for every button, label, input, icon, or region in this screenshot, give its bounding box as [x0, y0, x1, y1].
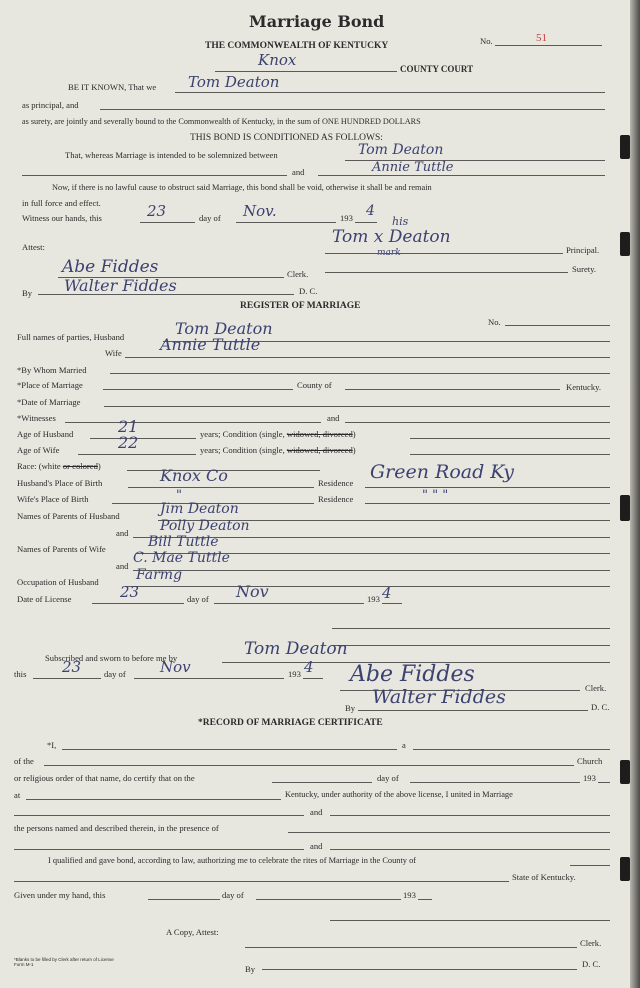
sub-month: Nov	[160, 658, 191, 676]
subscribed-label: Subscribed and sworn to before me by	[45, 653, 178, 663]
cert-and-label-2: and	[310, 841, 323, 851]
subscribed-name: Tom Deaton	[244, 639, 348, 659]
wife-residence: " " "	[422, 488, 449, 503]
race-label: Race: (white or colored)	[17, 461, 101, 471]
binder-clip	[620, 232, 630, 256]
conditioned-heading: THIS BOND IS CONDITIONED AS FOLLOWS:	[190, 133, 383, 143]
dc-signature-2: Walter Fiddes	[372, 686, 506, 708]
whereas-text: That, whereas Marriage is intended to be solemnized between	[65, 150, 278, 160]
age-husband-condition: years; Condition (single, widowed, divorced)	[200, 429, 356, 439]
witness-day: 23	[147, 202, 167, 220]
register-no-label: No.	[488, 317, 501, 327]
binder-clip	[620, 495, 630, 521]
county-of-label: County of	[297, 380, 332, 390]
parents-wife-label: Names of Parents of Wife	[17, 544, 106, 554]
occupation-label: Occupation of Husband	[17, 577, 99, 587]
cert-state-text: State of Kentucky.	[512, 872, 576, 882]
wife-birth: "	[176, 488, 182, 503]
bond-number: 51	[536, 32, 547, 44]
binder-clip	[620, 857, 630, 881]
date-of-marriage-label: *Date of Marriage	[17, 397, 81, 407]
document-title: Marriage Bond	[249, 12, 385, 31]
principal-signature: Tom x Deaton	[332, 227, 451, 247]
principal-label: Principal.	[566, 245, 600, 255]
certificate-heading: *RECORD OF MARRIAGE CERTIFICATE	[198, 718, 383, 728]
age-husband: 21	[118, 417, 139, 436]
mark-text: mark	[377, 248, 401, 258]
full-names-label: Full names of parties, Husband	[17, 332, 125, 342]
county-written: Knox	[258, 51, 297, 69]
license-year-prefix: 193	[367, 594, 380, 604]
husband-birth: Knox Co	[160, 466, 228, 485]
parent-wife-2: C. Mae Tuttle	[133, 550, 230, 566]
age-wife-label: Age of Wife	[17, 445, 60, 455]
witness-label: Witness our hands, this	[22, 213, 102, 223]
wife-label: Wife	[105, 348, 122, 358]
cert-at-label: at	[14, 790, 21, 800]
cert-persons-text: the persons named and described therein, in the presence of	[14, 823, 219, 833]
cert-year-label: 193	[583, 773, 596, 783]
footnote-line-1: *Blanks to be filled by Clerk after return of License	[14, 957, 114, 962]
dc-label-2: D. C.	[591, 702, 610, 712]
clerk-label-2: Clerk.	[585, 683, 607, 693]
attest-label: Attest:	[22, 242, 45, 252]
cert-qualified-text: I qualified and gave bond, according to law, authorizing me to celebrate the rites of Marriage in the County of	[48, 856, 417, 865]
husband-birth-label: Husband's Place of Birth	[17, 478, 103, 488]
binder-clip	[620, 135, 630, 159]
occupation: Farmg	[136, 567, 183, 583]
husband-residence: Green Road Ky	[370, 461, 515, 483]
whereas-name-2: Annie Tuttle	[372, 160, 454, 175]
be-it-known-label: BE IT KNOWN, That we	[68, 82, 157, 92]
surety-text: as surety, are jointly and severally bound to the Commonwealth of Kentucky, in the sum of ONE HUNDRED DOLLARS	[22, 117, 421, 126]
whereas-name-1: Tom Deaton	[358, 142, 444, 158]
footnote	[14, 957, 114, 968]
cert-day-of-label: day of	[377, 773, 399, 783]
husband-name: Tom Deaton	[175, 319, 273, 338]
by-whom-label: *By Whom Married	[17, 365, 87, 375]
cert-of-the-label: of the	[14, 756, 34, 766]
license-month: Nov	[236, 582, 269, 601]
whereas-and: and	[292, 167, 305, 177]
parents-wife-and: and	[116, 561, 129, 571]
now-if-text: Now, if there is no lawful cause to obstruct said Marriage, this bond shall be void, otherwise it shall be and remain	[52, 183, 432, 192]
bottom-clerk-label: Clerk.	[580, 938, 602, 948]
cert-given-label: Given under my hand, this	[14, 890, 106, 900]
clerk-label: Clerk.	[287, 269, 309, 279]
commonwealth-heading: THE COMMONWEALTH OF KENTUCKY	[205, 41, 389, 51]
age-wife-condition: years; Condition (single, widowed, divorced)	[200, 445, 356, 455]
sub-day-of: day of	[104, 669, 126, 679]
dc-signature: Walter Fiddes	[64, 276, 177, 295]
cert-church-label: Church	[577, 756, 603, 766]
license-date-label: Date of License	[17, 594, 72, 604]
wife-birth-label: Wife's Place of Birth	[17, 494, 89, 504]
witness-day-of: day of	[199, 213, 221, 223]
footnote-line-2: Form M-1	[14, 962, 34, 968]
page-edge	[630, 0, 640, 988]
witnesses-label: *Witnesses	[17, 413, 56, 423]
bond-number-label: No.	[480, 36, 493, 46]
age-wife: 22	[118, 433, 139, 452]
principal-name: Tom Deaton	[188, 73, 280, 91]
cert-i-label: *I,	[47, 740, 57, 750]
dc-label: D. C.	[299, 286, 318, 296]
clerk-signature-2: Abe Fiddes	[350, 662, 475, 687]
place-label: *Place of Marriage	[17, 380, 83, 390]
sub-day: 23	[62, 658, 82, 676]
sub-year-prefix: 193	[288, 669, 301, 679]
binder-clip	[620, 760, 630, 784]
clerk-signature: Abe Fiddes	[62, 257, 159, 277]
cert-religious-label: or religious order of that name, do certify that on the	[14, 773, 195, 783]
his-text: his	[392, 215, 409, 228]
by-label-2: By	[345, 703, 356, 713]
sub-this-label: this	[14, 669, 27, 679]
parent-husband-1: Jim Deaton	[160, 501, 239, 517]
county-court-label: COUNTY COURT	[400, 64, 474, 74]
witness-month: Nov.	[243, 202, 277, 220]
parents-husband-and: and	[116, 528, 129, 538]
bottom-by-label: By	[245, 964, 256, 974]
wife-residence-label: Residence	[318, 494, 354, 504]
surety-label: Surety.	[572, 264, 597, 274]
copy-attest-label: A Copy, Attest:	[166, 927, 219, 937]
parent-wife-1: Bill Tuttle	[148, 534, 219, 550]
witnesses-and: and	[327, 413, 340, 423]
husband-residence-label: Residence	[318, 478, 354, 488]
license-year: 4	[382, 584, 392, 602]
cert-and-label: and	[310, 807, 323, 817]
witness-year: 4	[366, 203, 375, 219]
by-label: By	[22, 288, 33, 298]
cert-a-label: a	[402, 740, 406, 750]
cert-given-day-of: day of	[222, 890, 244, 900]
age-husband-label: Age of Husband	[17, 429, 74, 439]
bottom-dc-label: D. C.	[582, 959, 601, 969]
cert-given-year: 193	[403, 890, 416, 900]
witness-year-prefix: 193	[340, 213, 353, 223]
parents-husband-label: Names of Parents of Husband	[17, 511, 120, 521]
as-principal-label: as principal, and	[22, 100, 79, 110]
license-day-of: day of	[187, 594, 209, 604]
cert-kentucky-text: Kentucky, under authority of the above license, I united in Marriage	[285, 790, 513, 799]
parent-husband-2: Polly Deaton	[160, 518, 250, 534]
sub-year: 4	[304, 658, 314, 676]
wife-name: Annie Tuttle	[160, 335, 261, 354]
full-force-text: in full force and effect.	[22, 198, 101, 208]
license-day: 23	[120, 583, 140, 601]
register-heading: REGISTER OF MARRIAGE	[240, 301, 361, 311]
kentucky-label: Kentucky.	[566, 382, 601, 392]
